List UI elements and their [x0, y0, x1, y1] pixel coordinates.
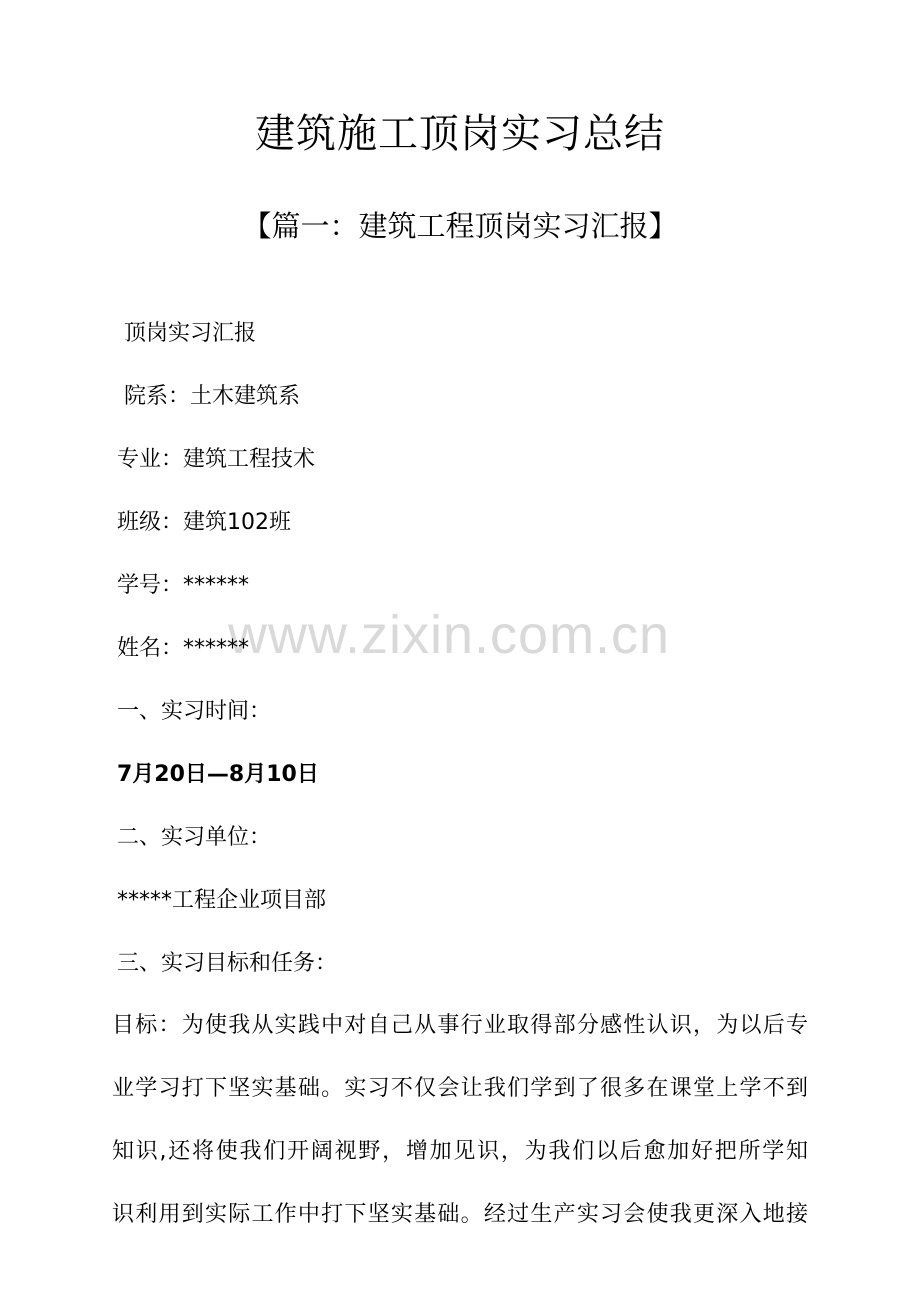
section-3-heading: 三、实习目标和任务：: [117, 951, 338, 976]
document-subtitle: 【篇一：建筑工程顶岗实习汇报】: [242, 209, 678, 243]
name-line: 姓名：******: [117, 636, 250, 661]
internship-company: *****工程企业项目部: [117, 888, 327, 913]
objective-paragraph: [112, 994, 812, 1246]
section-1-heading: 一、实习时间：: [117, 699, 272, 724]
class-line: 班级：建筑102班: [117, 510, 291, 535]
paragraph-row: 识利用到实际工作中打下坚实基础。经过生产实习会使我更深入地接: [112, 1202, 808, 1227]
major-line: 专业：建筑工程技术: [117, 447, 316, 472]
paragraph-row: 目标：为使我从实践中对自己从事行业取得部分感性认识，为以后专: [112, 1013, 808, 1038]
student-id-line: 学号：******: [117, 573, 250, 598]
department-line: 院系：土木建筑系: [124, 384, 301, 409]
internship-dates: 7月20日—8月10日: [117, 762, 319, 787]
watermark: www.zixin.com.cn: [228, 605, 671, 665]
paragraph-row: 业学习打下坚实基础。实习不仅会让我们学到了很多在课堂上学不到: [112, 1076, 808, 1101]
section-2-heading: 二、实习单位：: [117, 825, 272, 850]
document-title: 建筑施工顶岗实习总结: [255, 111, 665, 157]
paragraph-row: 知识,还将使我们开阔视野，增加见识，为我们以后愈加好把所学知: [112, 1139, 808, 1164]
report-heading: 顶岗实习汇报: [124, 321, 257, 346]
